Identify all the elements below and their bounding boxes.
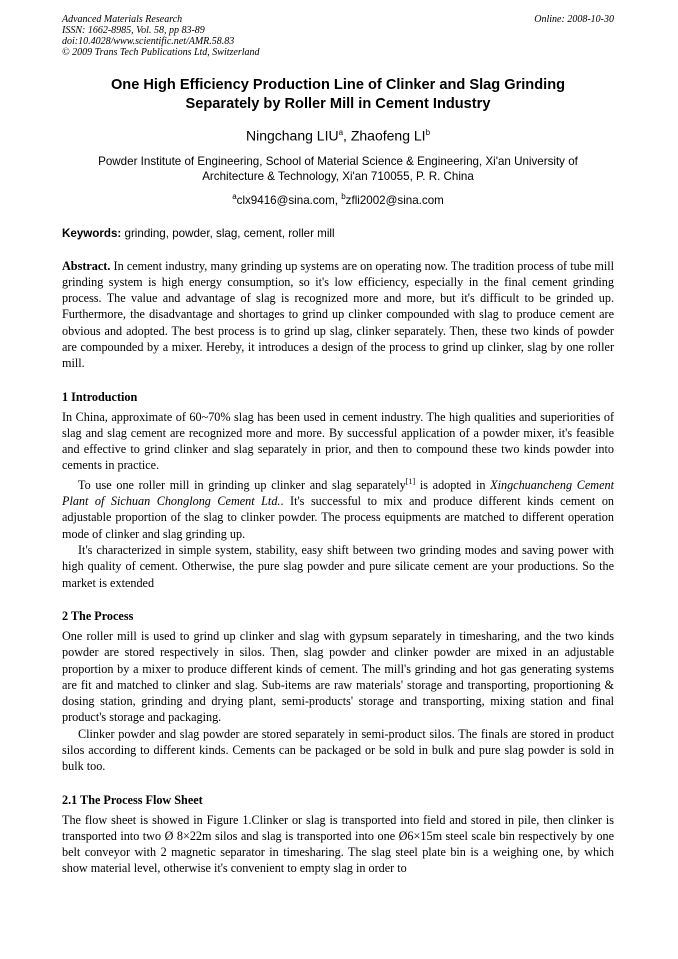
section-1-paragraph-1: In China, approximate of 60~70% slag has been used in cement industry. The high qualities and superiorities of slag and slag cement are recognized more and more. By successful application of a powder mixer, it's feasible and effective to grind clinker and slag separately in prior, and then to compound these two kinds powder into cements in practice. [62, 409, 614, 473]
section-2-1-paragraph-1: The flow sheet is showed in Figure 1.Clinker or slag is transported into field and stored in pile, then clinker is transported into two Ø 8×22m silos and slag is transported into one Ø6×15m steel scale bin respectively by one belt conveyor with 2 magnetic separator in timesharing. The slag steel plate bin is a weighing one, by which show material level, otherwise it's convenient to empty slag in order to [62, 812, 614, 876]
paragraph-text: To use one roller mill in grinding up clinker and slag separately [78, 477, 406, 492]
section-1-body [62, 409, 614, 591]
keywords-label: Keywords: [62, 226, 122, 240]
abstract [62, 258, 614, 372]
abstract-text: In cement industry, many grinding up systems are on operating now. The tradition process of tube mill grinding system is high energy consumption, so it's low efficiency, especially in the final cement grinding process. The value and advantage of slag is recognized more and more, but it's difficult to be grinded up. Furthermore, the disadvantage and shortages to grind up clinker compounded with slag to produce cement are obvious and adopted. The best process is to grind up slag, clinker separately. Then, these two kinds of powder are compounded by a mixer. Hereby, it introduces a design of the process to grind up clinker, slag by one roller mill. [62, 258, 614, 371]
paragraph-text: . It's successful to mix and produce different kinds cement on adjustable proportion of the slag to clinker powder. The process equipments are matched to different operation mode of clinker and slag grinding up. [62, 494, 615, 541]
email-a-sup: a [232, 191, 237, 201]
author-1-sup: a [338, 128, 344, 137]
section-1-heading: 1 Introduction [62, 389, 138, 404]
section-2-heading: 2 The Process [62, 608, 134, 623]
author-1: Ningchang LIU [245, 127, 339, 144]
author-emails [62, 189, 614, 208]
author-separator: , [343, 127, 351, 144]
paragraph-text: is adopted in [415, 477, 491, 492]
title-line-1: One High Efficiency Production Line of Clinker and Slag Grinding [110, 77, 566, 93]
email-a: clx9416@sina.com, [236, 193, 342, 207]
plant-name: Xingchuancheng Cement Plant of Sichuan Chonglong Cement Ltd. [62, 477, 614, 509]
section-2-1-heading: 2.1 The Process Flow Sheet [62, 792, 203, 807]
paper-page [62, 14, 614, 877]
section-1-paragraph-3: It's characterized in simple system, stability, easy shift between two grinding modes and saving power with high quality of cement. Otherwise, the pure slag powder and pure silicate cement are your productions. So the market is extended [62, 543, 614, 590]
keywords-text: grinding, powder, slag, cement, roller mill [121, 226, 335, 240]
affiliation-line-2: Architecture & Technology, Xi'an 710055, P. R. China [202, 169, 474, 183]
author-2-sup: b [425, 128, 431, 137]
title-line-2: Separately by Roller Mill in Cement Industry [185, 96, 491, 112]
affiliation-line-1: Powder Institute of Engineering, School of Material Science & Engineering, Xi'an University of [98, 154, 578, 168]
email-b: zfli2002@sina.com [345, 193, 444, 207]
email-b-sup: b [341, 191, 346, 201]
journal-header [62, 14, 614, 58]
paper-title [62, 76, 614, 114]
section-2-paragraph-2: Clinker powder and slag powder are stored separately in semi-product silos. The finals are stored in product silos according to different kinds. Cements can be packaged or be sold in bulk and pure slag powder is sold in bulk too. [62, 726, 614, 774]
section-2-paragraph-1: One roller mill is used to grind up clinker and slag with gypsum separately in timesharing, and the two kinds powder are stored respectively in silos. Then, slag powder and clinker powder are mixed in an adjustable proportion by a mixer to produce different kinds of cement. The mill's grinding and hot gas generating systems are fit and matched to clinker and slag. Sub-items are raw materials' storage and transporting, proportioning & dosing station, grinding and drying plant, semi-products' storage and transporting, mixing station and final product's storage and packaging. [62, 628, 614, 725]
issn: ISSN: 1662-8985, Vol. 58, pp 83-89 [62, 25, 205, 36]
authors [62, 124, 614, 145]
section-2-1-body [62, 812, 614, 877]
online-date: Online: 2008-10-30 [534, 14, 614, 25]
section-2-body [62, 628, 614, 775]
doi: doi:10.4028/www.scientific.net/AMR.58.83 [62, 36, 235, 47]
affiliation [62, 154, 614, 184]
author-2: Zhaofeng LI [350, 127, 426, 144]
citation-ref: [1] [405, 476, 416, 486]
keywords [62, 226, 614, 241]
section-1-paragraph-2 [62, 474, 614, 542]
journal-name: Advanced Materials Research [62, 14, 183, 25]
abstract-label: Abstract. [62, 258, 111, 273]
copyright: © 2009 Trans Tech Publications Ltd, Switzerland [62, 47, 260, 58]
